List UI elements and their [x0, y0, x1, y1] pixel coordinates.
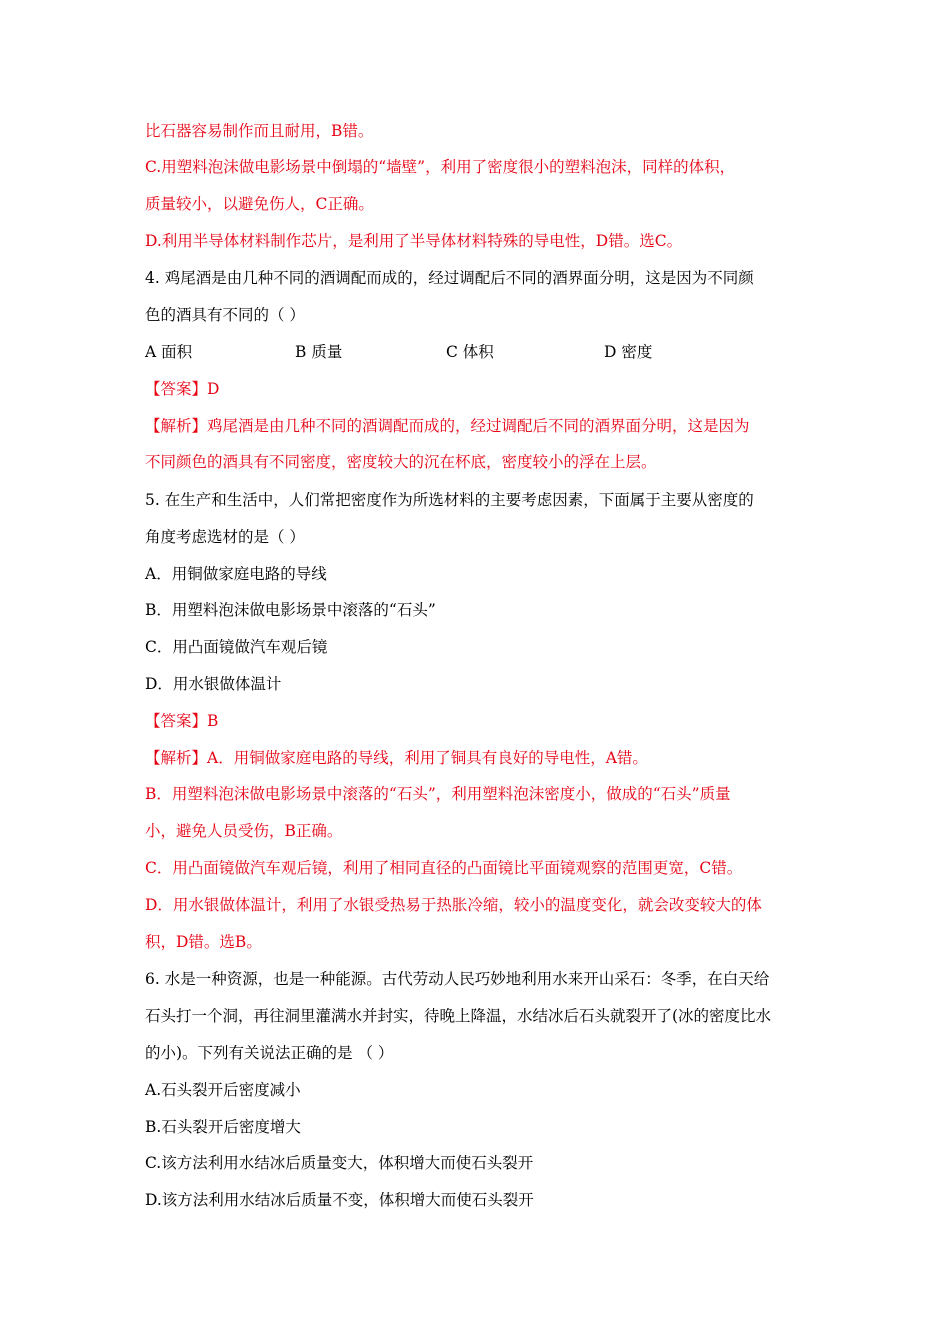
answer-text: D.利用半导体材料制作芯片，是利用了半导体材料特殊的导电性，D错。选C。	[145, 232, 683, 250]
question-4: 4. 鸡尾酒是由几种不同的酒调配而成的，经过调配后不同的酒界面分明，这是因为不同颜	[145, 269, 754, 287]
analysis-text: C．用凸面镜做汽车观后镜，利用了相同直径的凸面镜比平面镜观察的范围更宽，C错。	[145, 859, 743, 877]
answer-text: C.用塑料泡沫做电影场景中倒塌的“墙壁”，利用了密度很小的塑料泡沫，同样的体积，	[145, 158, 736, 176]
analysis-text: 积，D错。选B。	[145, 933, 262, 951]
question-5: 5. 在生产和生活中，人们常把密度作为所选材料的主要考虑因素，下面属于主要从密度的	[145, 491, 754, 509]
option-d: D.该方法利用水结冰后质量不变，体积增大而使石头裂开	[145, 1191, 534, 1209]
question-6: 6. 水是一种资源，也是一种能源。古代劳动人民巧妙地利用水来开山采石：冬季，在白天给	[145, 970, 770, 988]
answer-label: 【答案】D	[145, 380, 220, 398]
option-b: B.石头裂开后密度增大	[145, 1118, 301, 1136]
option-a: A 面积	[145, 343, 193, 361]
option-c: C．用凸面镜做汽车观后镜	[145, 638, 328, 656]
analysis-text: 【解析】鸡尾酒是由几种不同的酒调配而成的，经过调配后不同的酒界面分明，这是因为	[145, 417, 750, 435]
option-b: B 质量	[295, 343, 343, 361]
option-b: B．用塑料泡沫做电影场景中滚落的“石头”	[145, 601, 436, 619]
option-a: A．用铜做家庭电路的导线	[145, 565, 327, 583]
question-6-continued: 的小)。下列有关说法正确的是 （ ）	[145, 1044, 394, 1062]
question-5-continued: 角度考虑选材的是（ ）	[145, 528, 305, 546]
answer-text: 比石器容易制作而且耐用，B错。	[145, 122, 374, 140]
question-4-continued: 色的酒具有不同的（ ）	[145, 306, 305, 324]
analysis-text: 小，避免人员受伤，B正确。	[145, 822, 343, 840]
analysis-text: 【解析】A．用铜做家庭电路的导线，利用了铜具有良好的导电性，A错。	[145, 749, 648, 767]
option-d: D．用水银做体温计	[145, 675, 282, 693]
analysis-text: B．用塑料泡沫做电影场景中滚落的“石头”，利用塑料泡沫密度小，做成的“石头”质量	[145, 785, 731, 803]
question-6-continued: 石头打一个洞，再往洞里灌满水并封实，待晚上降温，水结冰后石头就裂开了(冰的密度比水	[145, 1007, 772, 1025]
answer-text: 质量较小，以避免伤人，C正确。	[145, 195, 374, 213]
option-c: C.该方法利用水结冰后质量变大，体积增大而使石头裂开	[145, 1154, 534, 1172]
option-a: A.石头裂开后密度减小	[145, 1081, 301, 1099]
analysis-text: 不同颜色的酒具有不同密度，密度较大的沉在杯底，密度较小的浮在上层。	[145, 453, 657, 471]
option-c: C 体积	[446, 343, 494, 361]
analysis-text: D．用水银做体温计，利用了水银受热易于热胀冷缩，较小的温度变化，就会改变较大的体	[145, 896, 762, 914]
answer-label: 【答案】B	[145, 712, 219, 730]
option-d: D 密度	[604, 343, 653, 361]
